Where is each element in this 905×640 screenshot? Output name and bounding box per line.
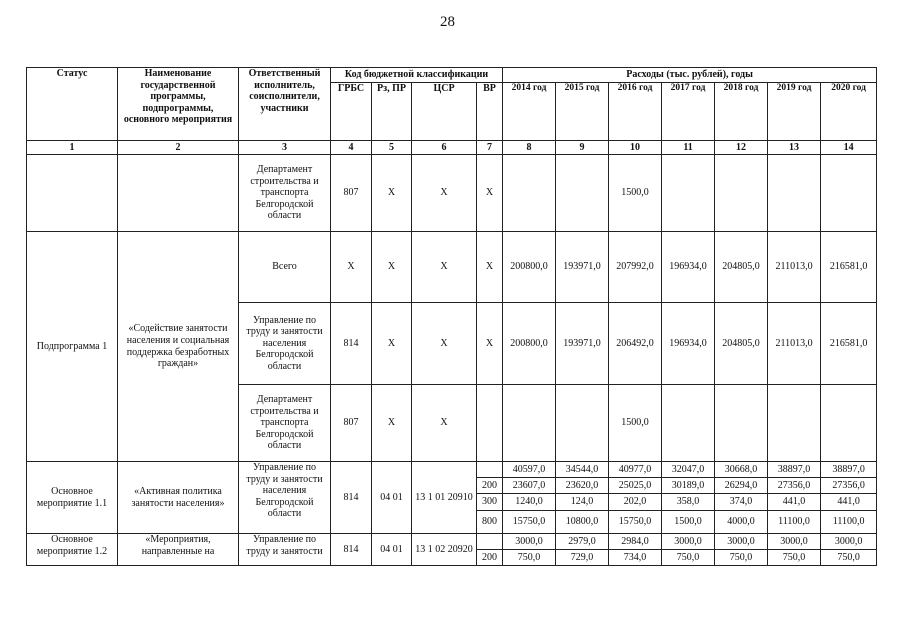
- value-cell: 3000,0: [662, 534, 715, 550]
- header-status: Статус: [27, 68, 118, 141]
- rzpr-cell: 04 01: [372, 534, 412, 566]
- column-index: 4: [331, 141, 372, 155]
- value-cell: 193971,0: [556, 303, 609, 385]
- value-cell: 27356,0: [768, 478, 821, 494]
- value-cell: 202,0: [609, 494, 662, 511]
- value-cell: [821, 385, 877, 462]
- column-index: 10: [609, 141, 662, 155]
- status-cell: Основное мероприятие 1.1: [27, 462, 118, 534]
- column-index: 8: [503, 141, 556, 155]
- column-index: 11: [662, 141, 715, 155]
- value-cell: 358,0: [662, 494, 715, 511]
- column-index: 6: [412, 141, 477, 155]
- rzpr-cell: 04 01: [372, 462, 412, 534]
- vr-cell: 300: [477, 494, 503, 511]
- csr-cell: Х: [412, 232, 477, 303]
- column-index: 7: [477, 141, 503, 155]
- column-index-row: [27, 141, 877, 155]
- vr-cell: Х: [477, 303, 503, 385]
- name-cell: «Активная политика занятости населения»: [118, 462, 239, 534]
- value-cell: 25025,0: [609, 478, 662, 494]
- responsible-cell: Департамент строительства и транспорта Белгородской области: [239, 155, 331, 232]
- value-cell: 11100,0: [821, 511, 877, 534]
- rzpr-cell: Х: [372, 155, 412, 232]
- status-cell: Основное мероприятие 1.2: [27, 534, 118, 566]
- value-cell: 27356,0: [821, 478, 877, 494]
- value-cell: 23607,0: [503, 478, 556, 494]
- vr-cell: [477, 385, 503, 462]
- value-cell: 211013,0: [768, 232, 821, 303]
- vr-cell: 200: [477, 478, 503, 494]
- value-cell: 3000,0: [715, 534, 768, 550]
- column-index: 3: [239, 141, 331, 155]
- page-number: 28: [440, 14, 455, 30]
- column-index: 1: [27, 141, 118, 155]
- vr-cell: 200: [477, 550, 503, 566]
- value-cell: 23620,0: [556, 478, 609, 494]
- grbs-cell: 807: [331, 155, 372, 232]
- grbs-cell: Х: [331, 232, 372, 303]
- value-cell: [556, 155, 609, 232]
- header-year: 2019 год: [768, 83, 821, 141]
- header-grbs: ГРБС: [331, 83, 372, 141]
- name-cell: «Содействие занятости населения и социальная поддержка безработных граждан»: [118, 232, 239, 462]
- value-cell: [715, 385, 768, 462]
- value-cell: 750,0: [662, 550, 715, 566]
- responsible-cell: Департамент строительства и транспорта Белгородской области: [239, 385, 331, 462]
- header-responsible: Ответственный исполнитель, соисполнители, участники: [239, 68, 331, 141]
- name-cell: [118, 155, 239, 232]
- value-cell: 38897,0: [821, 462, 877, 478]
- value-cell: 34544,0: [556, 462, 609, 478]
- value-cell: 216581,0: [821, 303, 877, 385]
- table-row: [27, 155, 877, 232]
- value-cell: 211013,0: [768, 303, 821, 385]
- header-year: 2014 год: [503, 83, 556, 141]
- value-cell: 15750,0: [503, 511, 556, 534]
- rzpr-cell: Х: [372, 303, 412, 385]
- value-cell: 196934,0: [662, 232, 715, 303]
- header-year: 2017 год: [662, 83, 715, 141]
- csr-cell: Х: [412, 303, 477, 385]
- header-name: Наименование государственной программы, подпрограммы, основного мероприятия: [118, 68, 239, 141]
- vr-cell: Х: [477, 155, 503, 232]
- value-cell: [662, 385, 715, 462]
- rzpr-cell: Х: [372, 385, 412, 462]
- value-cell: 750,0: [821, 550, 877, 566]
- value-cell: 204805,0: [715, 232, 768, 303]
- value-cell: 40977,0: [609, 462, 662, 478]
- column-index: 12: [715, 141, 768, 155]
- value-cell: 11100,0: [768, 511, 821, 534]
- value-cell: 2979,0: [556, 534, 609, 550]
- vr-cell: Х: [477, 232, 503, 303]
- value-cell: 10800,0: [556, 511, 609, 534]
- value-cell: 750,0: [503, 550, 556, 566]
- grbs-cell: 814: [331, 462, 372, 534]
- value-cell: 4000,0: [715, 511, 768, 534]
- vr-cell: 800: [477, 511, 503, 534]
- column-index: 14: [821, 141, 877, 155]
- column-index: 5: [372, 141, 412, 155]
- table-row: [27, 232, 877, 303]
- value-cell: [503, 385, 556, 462]
- value-cell: 196934,0: [662, 303, 715, 385]
- header-year: 2016 год: [609, 83, 662, 141]
- vr-cell: [477, 534, 503, 550]
- value-cell: [715, 155, 768, 232]
- value-cell: 40597,0: [503, 462, 556, 478]
- header-rzpr: Рз, ПР: [372, 83, 412, 141]
- status-cell: Подпрограмма 1: [27, 232, 118, 462]
- header-year: 2015 год: [556, 83, 609, 141]
- csr-cell: 13 1 01 20910: [412, 462, 477, 534]
- header-expenses-group: Расходы (тыс. рублей), годы: [503, 68, 877, 83]
- responsible-cell: Управление по труду и занятости населения Белгородской области: [239, 462, 331, 534]
- value-cell: 1500,0: [609, 385, 662, 462]
- value-cell: 1500,0: [609, 155, 662, 232]
- value-cell: 2984,0: [609, 534, 662, 550]
- table-row: [27, 462, 877, 478]
- value-cell: 1500,0: [662, 511, 715, 534]
- header-row-1: [27, 68, 877, 83]
- table-row: [27, 534, 877, 550]
- csr-cell: Х: [412, 155, 477, 232]
- column-index: 9: [556, 141, 609, 155]
- value-cell: 3000,0: [503, 534, 556, 550]
- value-cell: 204805,0: [715, 303, 768, 385]
- column-index: 13: [768, 141, 821, 155]
- column-index: 2: [118, 141, 239, 155]
- value-cell: 374,0: [715, 494, 768, 511]
- value-cell: 729,0: [556, 550, 609, 566]
- header-year: 2020 год: [821, 83, 877, 141]
- value-cell: 124,0: [556, 494, 609, 511]
- value-cell: [662, 155, 715, 232]
- value-cell: 206492,0: [609, 303, 662, 385]
- value-cell: [821, 155, 877, 232]
- value-cell: 26294,0: [715, 478, 768, 494]
- grbs-cell: 807: [331, 385, 372, 462]
- value-cell: 734,0: [609, 550, 662, 566]
- csr-cell: Х: [412, 385, 477, 462]
- grbs-cell: 814: [331, 303, 372, 385]
- grbs-cell: 814: [331, 534, 372, 566]
- responsible-cell: Управление по труду и занятости: [239, 534, 331, 566]
- value-cell: 750,0: [715, 550, 768, 566]
- value-cell: 207992,0: [609, 232, 662, 303]
- value-cell: 3000,0: [768, 534, 821, 550]
- value-cell: 193971,0: [556, 232, 609, 303]
- value-cell: 216581,0: [821, 232, 877, 303]
- value-cell: 200800,0: [503, 232, 556, 303]
- value-cell: 441,0: [821, 494, 877, 511]
- responsible-cell: Управление по труду и занятости населения Белгородской области: [239, 303, 331, 385]
- value-cell: 200800,0: [503, 303, 556, 385]
- value-cell: 15750,0: [609, 511, 662, 534]
- value-cell: 3000,0: [821, 534, 877, 550]
- budget-table: [26, 67, 877, 566]
- vr-cell: [477, 462, 503, 478]
- value-cell: [556, 385, 609, 462]
- status-cell: [27, 155, 118, 232]
- value-cell: [768, 385, 821, 462]
- responsible-cell: Всего: [239, 232, 331, 303]
- value-cell: 1240,0: [503, 494, 556, 511]
- value-cell: 441,0: [768, 494, 821, 511]
- header-code-group: Код бюджетной классификации: [331, 68, 503, 83]
- rzpr-cell: Х: [372, 232, 412, 303]
- value-cell: [768, 155, 821, 232]
- value-cell: 750,0: [768, 550, 821, 566]
- value-cell: 38897,0: [768, 462, 821, 478]
- value-cell: [503, 155, 556, 232]
- name-cell: «Мероприятия, направленные на: [118, 534, 239, 566]
- header-vr: ВР: [477, 83, 503, 141]
- header-csr: ЦСР: [412, 83, 477, 141]
- value-cell: 30189,0: [662, 478, 715, 494]
- value-cell: 30668,0: [715, 462, 768, 478]
- csr-cell: 13 1 02 20920: [412, 534, 477, 566]
- value-cell: 32047,0: [662, 462, 715, 478]
- header-year: 2018 год: [715, 83, 768, 141]
